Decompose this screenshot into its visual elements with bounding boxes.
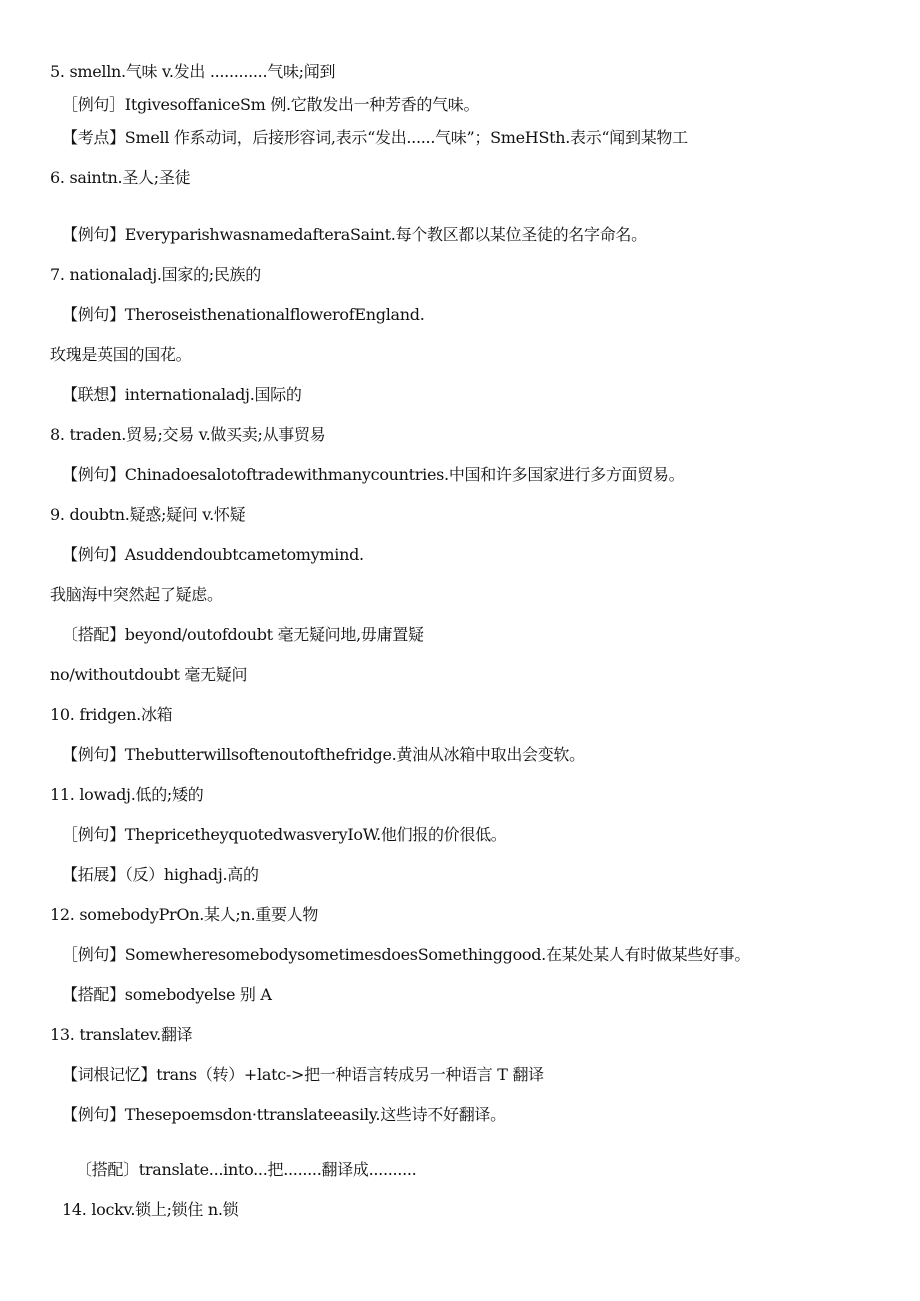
entry-9-translation: 我脑海中突然起了疑虑。: [50, 585, 223, 604]
entry-11-example: ［例句】ThepricetheyquotedwasveryIoW.他们报的价很低。: [62, 825, 507, 844]
entry-8-heading: 8. traden.贸易;交易 v.做买卖;从事贸易: [50, 425, 326, 444]
entry-13-collocation: 〔搭配〕translate...into...把........翻译成..........: [76, 1160, 417, 1179]
entry-5-note: 【考点】Smell 作系动词，后接形容词,表示“发出......气味”；SmeHSth.表示“闻到某物工: [62, 128, 688, 147]
entry-7-example: 【例句】TheroseisthenationalflowerofEngland.: [62, 305, 425, 324]
entry-13-example: 【例句】Thesepoemsdon·ttranslateeasily.这些诗不好翻译。: [62, 1105, 506, 1124]
entry-9-example: 【例句】Asuddendoubtcametomymind.: [62, 545, 364, 564]
entry-7-translation: 玫瑰是英国的国花。: [50, 345, 192, 364]
entry-10-heading: 10. fridgen.冰箱: [50, 705, 173, 724]
entry-6-heading: 6. saintn.圣人;圣徒: [50, 168, 191, 187]
entry-8-example: 【例句】Chinadoesalotoftradewithmanycountries.中国和许多国家进行多方面贸易。: [62, 465, 685, 484]
entry-13-root-memory: 【词根记忆】trans（转）+latc->把一种语言转成另一种语言 T 翻译: [62, 1065, 544, 1084]
entry-11-extension: 【拓展】（反）highadj.高的: [62, 865, 259, 884]
entry-12-heading: 12. somebodyPrOn.某人;n.重要人物: [50, 905, 319, 924]
entry-7-heading: 7. nationaladj.国家的;民族的: [50, 265, 261, 284]
entry-11-heading: 11. lowadj.低的;矮的: [50, 785, 204, 804]
entry-9-collocation-2: no/withoutdoubt 毫无疑问: [50, 665, 248, 684]
entry-14-heading: 14. lockv.锁上;锁住 n.锁: [62, 1200, 239, 1219]
entry-12-example: ［例句】SomewheresomebodysometimesdoesSomethinggood.在某处某人有时做某些好事。: [62, 945, 751, 964]
entry-9-heading: 9. doubtn.疑惑;疑问 v.怀疑: [50, 505, 246, 524]
entry-5-heading: 5. smelln.气味 v.发出 ............气味;闻到: [50, 62, 336, 81]
entry-7-association: 【联想】internationaladj.国际的: [62, 385, 302, 404]
entry-9-collocation: 〔搭配】beyond/outofdoubt 毫无疑问地,毋庸置疑: [62, 625, 424, 644]
entry-10-example: 【例句】Thebutterwillsoftenoutofthefridge.黄油从冰箱中取出会变软。: [62, 745, 585, 764]
entry-13-heading: 13. translatev.翻译: [50, 1025, 193, 1044]
entry-12-collocation: 【搭配】somebodyelse 别 A: [62, 985, 272, 1004]
entry-5-example: ［例句］ItgivesoffaniceSm 例.它散发出一种芳香的气味。: [62, 95, 480, 114]
entry-6-example: 【例句】EveryparishwasnamedafteraSaint.每个教区都以某位圣徒的名字命名。: [62, 225, 647, 244]
